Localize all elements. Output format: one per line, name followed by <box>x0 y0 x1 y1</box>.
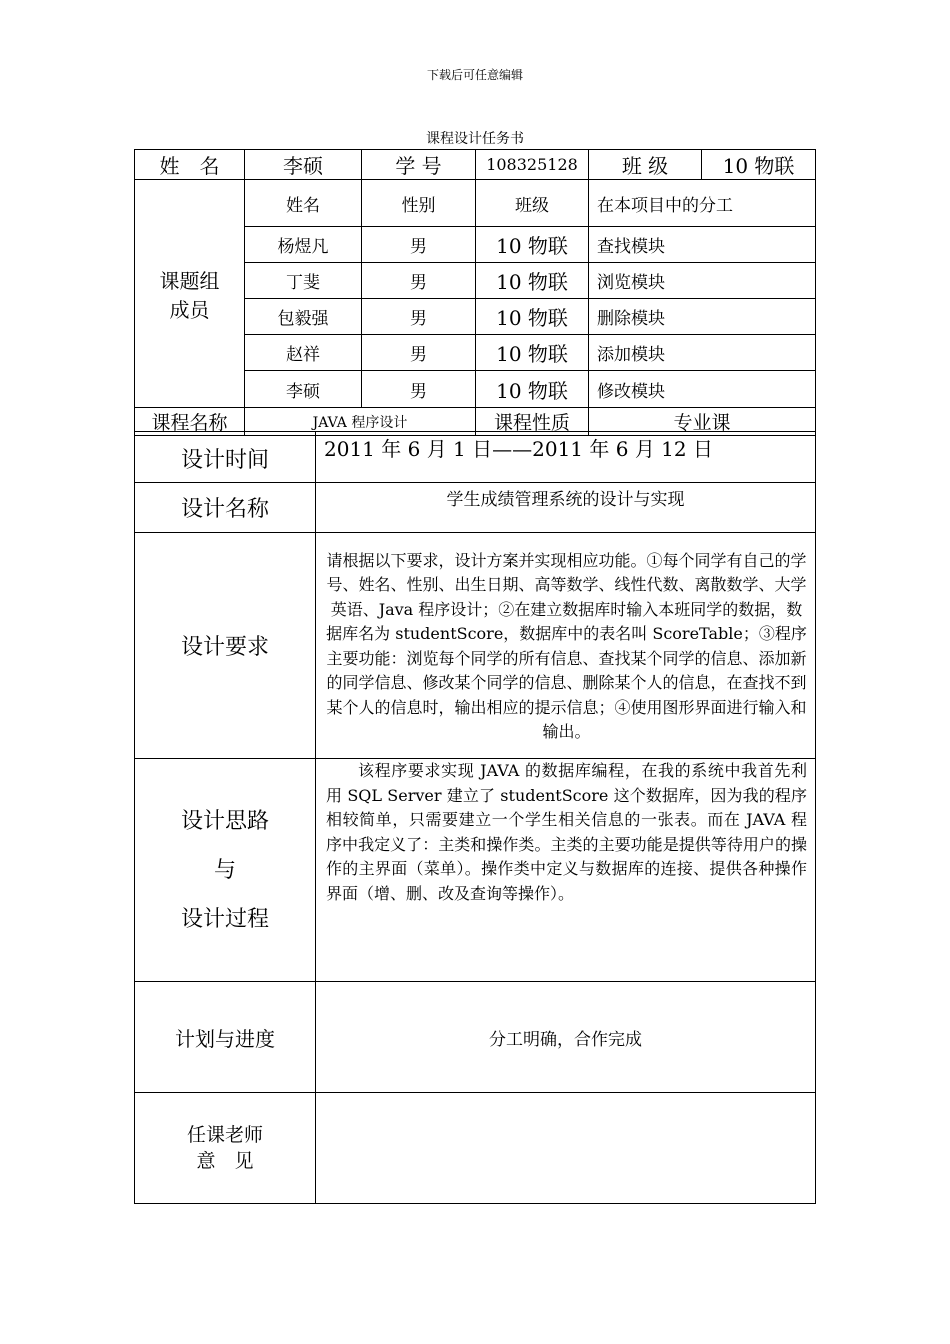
document-title: 课程设计任务书 <box>426 131 524 147</box>
member-class: 10 物联 <box>476 371 589 408</box>
member-gender: 男 <box>362 335 476 371</box>
course-name-label: 课程名称 <box>135 408 245 436</box>
plan-label: 计划与进度 <box>135 982 316 1093</box>
plan-value: 分工明确，合作完成 <box>316 982 816 1093</box>
members-label-line2: 成员 <box>169 297 210 322</box>
class-label: 班 级 <box>589 150 702 180</box>
design-idea-label-line3: 设计过程 <box>180 906 269 932</box>
header-role: 在本项目中的分工 <box>589 180 816 227</box>
teacher-opinion-value[interactable] <box>316 1093 816 1204</box>
design-idea-text: 该程序要求实现 JAVA 的数据库编程，在我的系统中我首先利用 SQL Server 建立了 studentScore 这个数据库，因为我的程序相较简单，只需要建立一个学生相关信息的一张表。而在 JAVA 程序中我定义了：主类和操作类。主类的主要功能是提供等待用户的操作的主界面（菜单）。操作类中定义与数据库的连接、提供各种操作界面（增、删、改及查询等操作）。 <box>326 761 807 903</box>
member-name: 李硕 <box>245 371 362 408</box>
teacher-opinion-label-line2: 意 见 <box>196 1150 254 1172</box>
member-role: 查找模块 <box>589 227 816 263</box>
member-gender: 男 <box>362 227 476 263</box>
task-info-table <box>134 149 816 436</box>
design-idea-label-line2: 与 <box>213 857 236 883</box>
design-requirement-row <box>135 533 816 759</box>
member-role: 修改模块 <box>589 371 816 408</box>
teacher-opinion-row <box>135 1093 816 1204</box>
design-idea-label <box>135 759 316 982</box>
teacher-opinion-label-line1: 任课老师 <box>186 1124 263 1146</box>
design-name-label: 设计名称 <box>135 483 316 533</box>
course-name-value: JAVA 程序设计 <box>245 408 476 436</box>
class-value: 10 物联 <box>702 150 816 180</box>
course-type-value: 专业课 <box>589 408 816 436</box>
members-label-line1: 课题组 <box>159 268 220 293</box>
member-gender: 男 <box>362 299 476 335</box>
student-id-label: 学 号 <box>362 150 476 180</box>
header-class: 班级 <box>476 180 589 227</box>
design-time-value: 2011 年 6 月 1 日——2011 年 6 月 12 日 <box>316 432 816 483</box>
member-role: 添加模块 <box>589 335 816 371</box>
design-table <box>134 431 816 1204</box>
design-name-value: 学生成绩管理系统的设计与实现 <box>316 483 816 533</box>
student-id-value: 108325128 <box>476 150 589 180</box>
member-role: 浏览模块 <box>589 263 816 299</box>
design-requirement-label: 设计要求 <box>135 533 316 759</box>
member-name: 包毅强 <box>245 299 362 335</box>
member-class: 10 物联 <box>476 335 589 371</box>
design-time-label: 设计时间 <box>135 432 316 483</box>
member-class: 10 物联 <box>476 227 589 263</box>
member-name: 杨煜凡 <box>245 227 362 263</box>
members-header-row <box>135 180 816 227</box>
name-value: 李硕 <box>245 150 362 180</box>
member-class: 10 物联 <box>476 263 589 299</box>
member-gender: 男 <box>362 371 476 408</box>
member-role: 删除模块 <box>589 299 816 335</box>
member-gender: 男 <box>362 263 476 299</box>
plan-row <box>135 982 816 1093</box>
name-label: 姓 名 <box>135 150 245 180</box>
header-gender: 性别 <box>362 180 476 227</box>
member-name: 赵祥 <box>245 335 362 371</box>
member-class: 10 物联 <box>476 299 589 335</box>
header-note: 下载后可任意编辑 <box>426 68 523 82</box>
teacher-opinion-label <box>135 1093 316 1204</box>
student-info-row <box>135 150 816 180</box>
member-name: 丁斐 <box>245 263 362 299</box>
course-type-label: 课程性质 <box>476 408 589 436</box>
design-time-row <box>135 432 816 483</box>
design-name-row <box>135 483 816 533</box>
design-idea-row <box>135 759 816 982</box>
design-idea-cell <box>316 759 816 982</box>
header-name: 姓名 <box>245 180 362 227</box>
design-idea-label-line1: 设计思路 <box>180 808 269 834</box>
members-label <box>135 180 245 408</box>
design-requirement-text: 请根据以下要求，设计方案并实现相应功能。①每个同学有自己的学号、姓名、性别、出生日期、高等数学、线性代数、离散数学、大学英语、Java 程序设计；②在建立数据库时输入本班同学的数据，数据库名为 studentScore，数据库中的表名叫 ScoreTable；③程序主要功能：浏览每个同学的所有信息、查找某个同学的信息、添加新的同学信息、修改某个同学的信息、删除某个人的信息，在查找不到某个人的信息时，输出相应的提示信息；④使用图形界面进行输入和输出。 <box>316 533 816 759</box>
